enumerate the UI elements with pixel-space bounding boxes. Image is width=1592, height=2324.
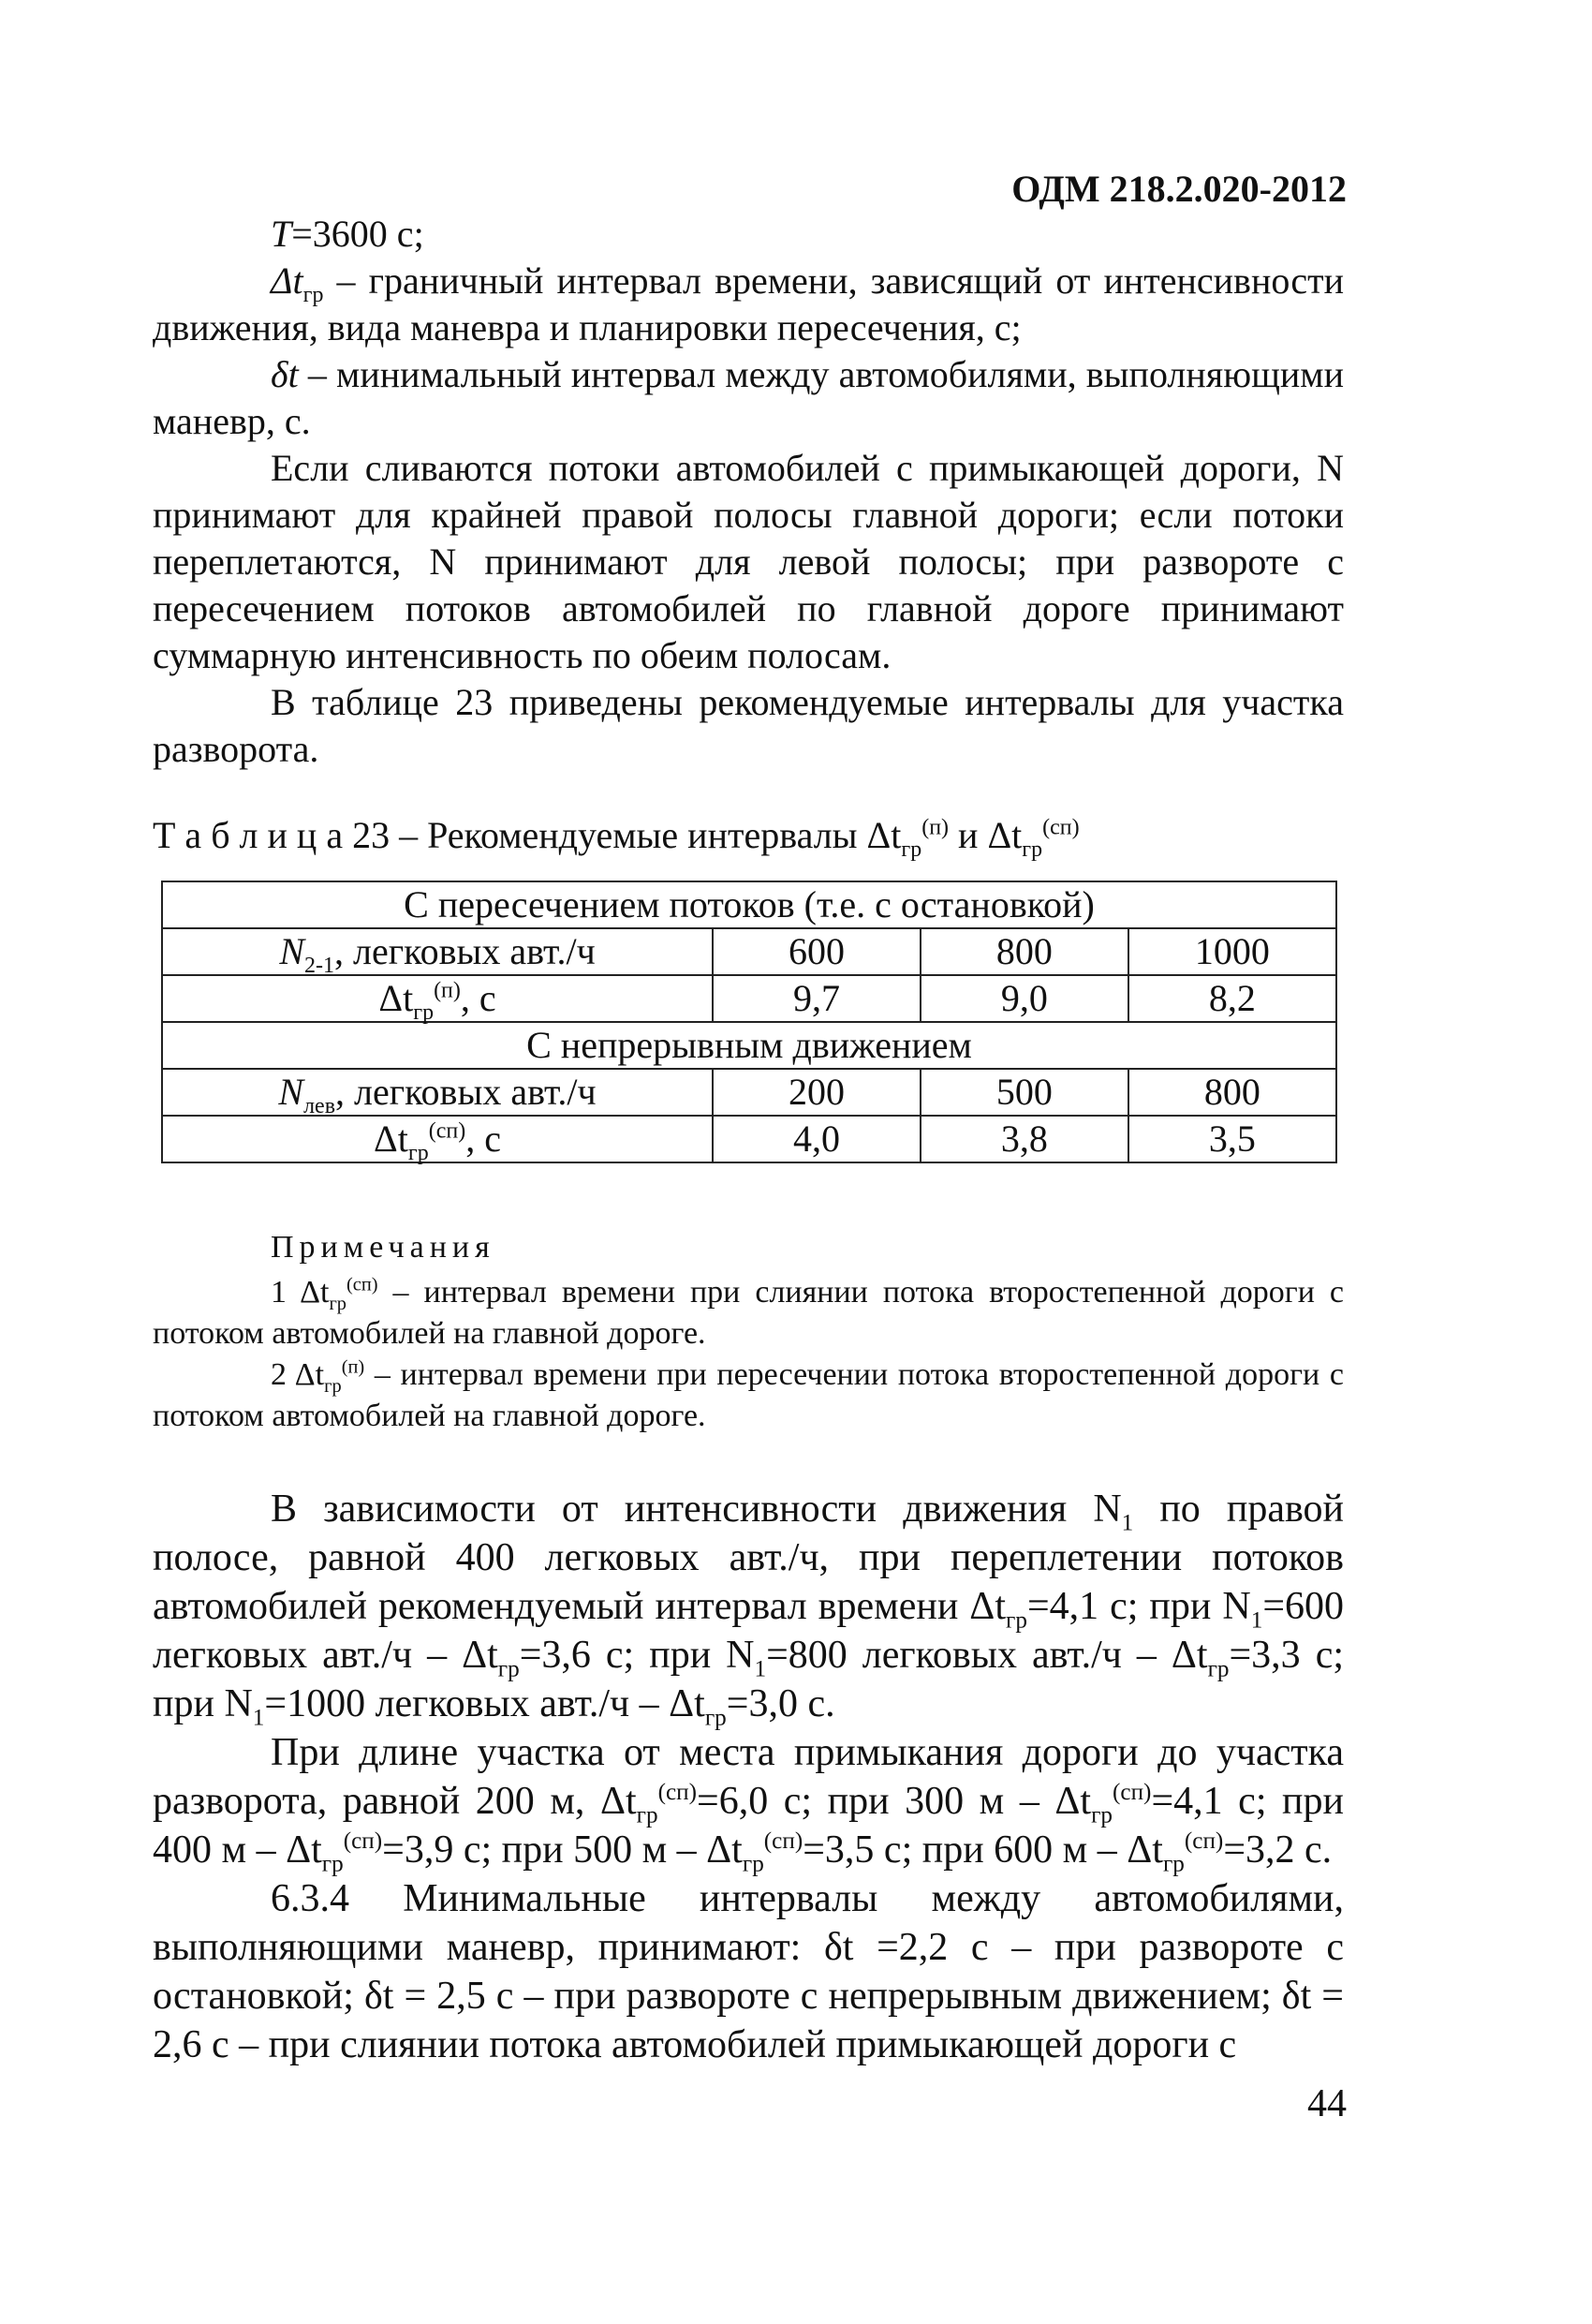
document-code: ОДМ 218.2.020-2012 xyxy=(1011,168,1347,210)
definition-delta: δt – минимальный интервал между автомобилями, выполняющими маневр, с. xyxy=(153,353,1344,442)
paragraph-table-intro: В таблице 23 приведены рекомендуемые интервалы для участка разворота. xyxy=(153,681,1344,770)
table-cell: 3,8 xyxy=(921,1116,1128,1162)
body-block-2 xyxy=(153,1485,1344,2069)
table-cell: 800 xyxy=(1128,1069,1336,1116)
row-label: $\Delta t_{гр}^{(сп)}$, с xyxy=(162,1116,713,1162)
table-cell: 800 xyxy=(921,928,1128,975)
paragraph-intensity: В зависимости от интенсивности движения $N_1$ по правой полосе, равной 400 легковых авт./ч, при переплетении потоков автомобилей рекомендуемый интервал времени $\Delta t_{гр}=4,1$ с; при $N_1=600$ легковых $авт./ч - \Delta t_{гр}=3,6$ с; при $N_1=800$ легковых $авт./ч - \Delta t_{гр}=3,3$ с; при $N_1=1000$ легковых $авт./ч - \Delta t_{гр}=3,0$ с. xyxy=(153,1488,1345,1731)
table-row xyxy=(162,975,1336,1022)
definition-dt: $\Delta t_{гр}$ – граничный интервал времени, зависящий от интенсивности движения, вида маневра и планировки пересечения, с; xyxy=(153,259,1344,348)
table-section-row xyxy=(162,881,1336,928)
intervals-table xyxy=(161,881,1337,1163)
table-cell: 3,5 xyxy=(1128,1116,1336,1162)
table-cell: 200 xyxy=(713,1069,921,1116)
table-row xyxy=(162,1069,1336,1116)
table-caption: Т а б л и ц а 23 – Рекомендуемые интервалы $\Delta t_{гр}^{(п)}$ и $\Delta t_{гр}^{(сп)}$ xyxy=(153,814,1080,862)
table-cell: 600 xyxy=(713,928,921,975)
table-row xyxy=(162,1116,1336,1162)
table-row xyxy=(162,928,1336,975)
paragraph-merge-rule: Если сливаются потоки автомобилей с примыкающей дороги, N принимают для крайней правой полосы главной дороги; если потоки переплетаются, N принимают для левой полосы; при развороте с пересечением потоков автомобилей по главной дороге принимают суммарную интенсивность по обеим полосам. xyxy=(153,447,1344,676)
definitions-block xyxy=(153,211,1344,773)
definition-T: T=3600 с; xyxy=(271,213,424,255)
table-cell: 4,0 xyxy=(713,1116,921,1162)
page-number: 44 xyxy=(1307,2082,1347,2125)
notes-block xyxy=(153,1227,1344,1437)
table-cell: 500 xyxy=(921,1069,1128,1116)
table-cell: 8,2 xyxy=(1128,975,1336,1022)
row-label: $N_{лев}$, легковых авт./ч xyxy=(162,1069,713,1116)
notes-heading: Примечания xyxy=(271,1230,495,1265)
row-label: $\Delta t_{гр}^{(п)}$, с xyxy=(162,975,713,1022)
table-cell: 1000 xyxy=(1128,928,1336,975)
paragraph-section-length: При длине участка от места примыкания дороги до участка разворота, равной 200 м, $\Delta t_{гр}^{(сп)}=6,0$ с; при 300 $м - \Delta t_{гр}^{(сп)}=4,1$ с; при 400 $м - \Delta t_{гр}^{(сп)}=3,9$ с; при 500 $м - \Delta t_{гр}^{(сп)}=3,5$ с; при 600 $м - \Delta t_{гр}^{(сп)}=3,2$ с. xyxy=(153,1731,1344,1877)
note-1: 1 $\Delta t_{гр}^{(сп)}$ – интервал времени при слиянии потока второстепенной дороги с потоком автомобилей на главной дороге. xyxy=(153,1274,1344,1351)
table-section-row xyxy=(162,1022,1336,1069)
table-cell: 9,7 xyxy=(713,975,921,1022)
note-2: 2 $\Delta t_{гр}^{(п)}$ – интервал времени при пересечении потока второстепенной дороги с потоком автомобилей на главной дороге. xyxy=(153,1356,1345,1433)
paragraph-6-3-4: 6.3.4 Минимальные интервалы между автомобилями, выполняющими маневр, принимают: δt =2,2 с – при развороте с остановкой; δt = 2,5 с – при развороте с непрерывным движением; δt = 2,6 с – при слиянии потока автомобилей примыкающей дороги с xyxy=(153,1877,1344,2066)
section-header: С пересечением потоков (т.е. с остановкой) xyxy=(162,881,1336,928)
section-header: С непрерывным движением xyxy=(162,1022,1336,1069)
row-label: $N_{2-1}$, легковых авт./ч xyxy=(162,928,713,975)
table-cell: 9,0 xyxy=(921,975,1128,1022)
